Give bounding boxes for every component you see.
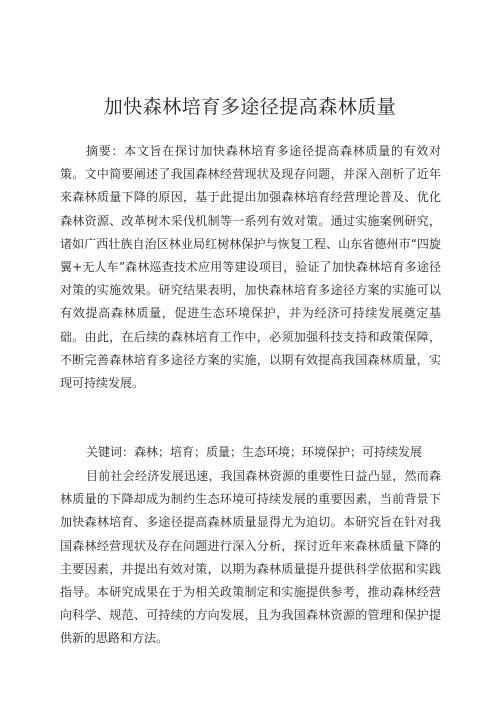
keywords-line: 关键词：森林；培育；质量；生态环境；环境保护；可持续发展	[86, 445, 423, 459]
intro-paragraph: 目前社会经济发展迅速，我国森林资源的重要性日益凸显，然而森林质量的下降却成为制约生态环境可持续发展的重要因素，当前背景下加快森林培育、多途径提高森林质量显得尤为迫切。本研究旨在针对我国森林经营现状及存在问题进行深入分析，探讨近年来森林质量下降的主要因素，并提出有效对策，以期为森林质量提升提供科学依据和实践指导。本研究成果在于为相关政策制定和实施提供参考，推动森林经营向科学、规范、可持续的方向发展，且为我国森林资源的管理和保护提供新的思路和方法。	[60, 469, 441, 646]
abstract-paragraph: 摘要：本文旨在探讨加快森林培育多途径提高森林质量的有效对策。文中简要阐述了我国森林经营现状及现存问题，并深入剖析了近年来森林质量下降的原因，基于此提出加强森林培育经营理论普及、优化森林资源、改革树木采伐机制等一系列有效对策。通过实施案例研究，诸如广西壮族自治区林业局红树林保护与恢复工程、山东省德州市“四旋翼+无人车”森林巡查技术应用等建设项目，验证了加快森林培育多途径对策的实施效果。研究结果表明，加快森林培育多途径方案的实施可以有效提高森林质量，促进生态环境保护，并为经济可持续发展奠定基础。由此，在后续的森林培育工作中，必须加强科技支持和政策保障，不断完善森林培育多途径方案的实施，以期有效提高我国森林质量，实现可持续发展。	[60, 144, 441, 391]
document-title: 加快森林培育多途径提高森林质量	[103, 96, 397, 118]
